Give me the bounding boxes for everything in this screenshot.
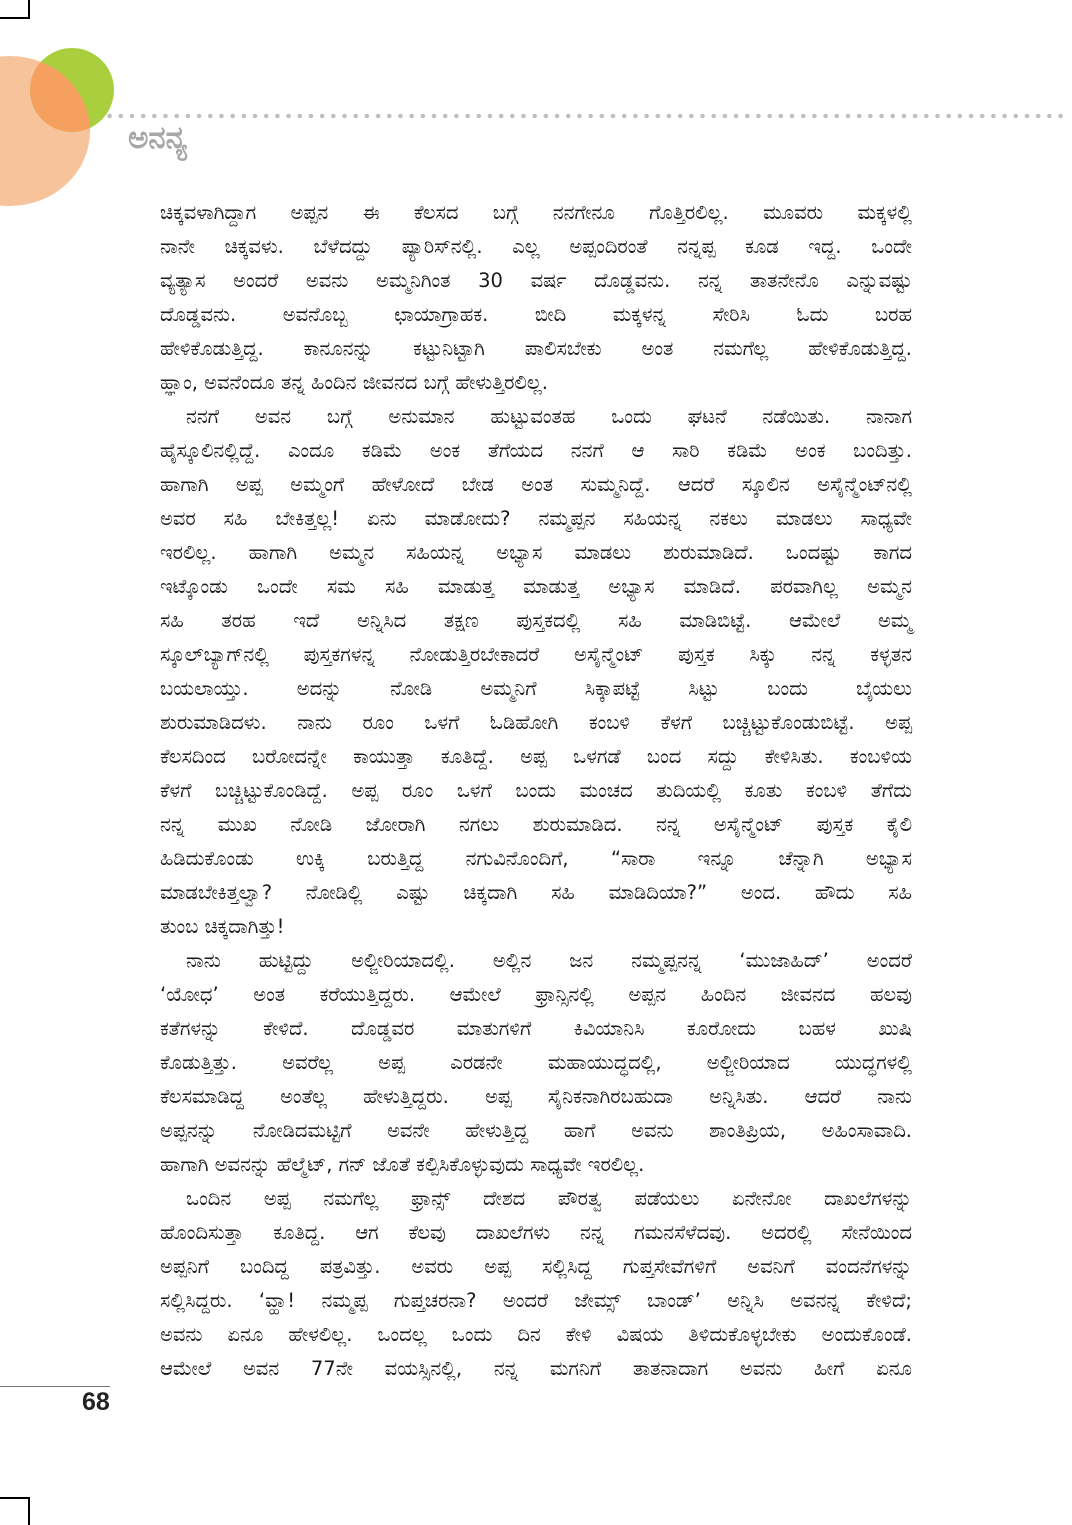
- text-line: ಸಹಿ ತರಹ ಇದೆ ಅನ್ನಿಸಿದ ತಕ್ಷಣ ಪುಸ್ತಕದಲ್ಲಿ ಸಹಿ ಮಾಡಿಬಿಟ್ಟೆ. ಆಮೇಲೆ ಅಮ್ಮ: [160, 609, 912, 632]
- text-line: ಅವನು ಏನೂ ಹೇಳಲಿಲ್ಲ. ಒಂದಲ್ಲ ಒಂದು ದಿನ ಕೇಳಿ ವಿಷಯ ತಿಳಿದುಕೊಳ್ಳಬೇಕು ಅಂದುಕೊಂಡೆ.: [160, 1323, 912, 1346]
- text-line: ಬಯಲಾಯ್ತು. ಅದನ್ನು ನೋಡಿ ಅಮ್ಮನಿಗೆ ಸಿಕ್ಕಾಪಟ್ಟೆ ಸಿಟ್ಟು ಬಂದು ಬೈಯಲು: [160, 677, 912, 700]
- text-line: ಹಿಡಿದುಕೊಂಡು ಉಕ್ಕಿ ಬರುತ್ತಿದ್ದ ನಗುವಿನೊಂದಿಗೆ, “ಸಾರಾ ಇನ್ನೂ ಚೆನ್ನಾಗಿ ಅಭ್ಯಾಸ: [160, 847, 912, 870]
- text-line: ಸಲ್ಲಿಸಿದ್ದರು. ‘ವ್ಹಾ! ನಮ್ಮಪ್ಪ ಗುಪ್ತಚರನಾ? ಅಂದರೆ ಜೇಮ್ಸ್ ಬಾಂಡ್’ ಅನ್ನಿಸಿ ಅವನನ್ನ ಕೇಳಿದೆ;: [160, 1289, 912, 1312]
- text-line: ಶುರುಮಾಡಿದಳು. ನಾನು ರೂಂ ಒಳಗೆ ಓಡಿಹೋಗಿ ಕಂಬಳಿ ಕೆಳಗೆ ಬಚ್ಚಿಟ್ಟುಕೊಂಡುಬಿಟ್ಟೆ. ಅಪ್ಪ: [160, 711, 912, 734]
- crop-mark-bottom-left: [0, 1497, 30, 1499]
- crop-mark-top-left: [0, 17, 30, 19]
- section-title: ಅನನ್ಯ: [128, 120, 188, 156]
- footer-rule: [0, 1386, 110, 1387]
- text-line: ಕೆಲಸದಿಂದ ಬರೋದನ್ನೇ ಕಾಯುತ್ತಾ ಕೂತಿದ್ದೆ. ಅಪ್ಪ ಒಳಗಡೆ ಬಂದ ಸದ್ದು ಕೇಳಿಸಿತು. ಕಂಬಳಿಯ: [160, 745, 912, 768]
- text-line: ನಾನು ಹುಟ್ಟಿದ್ದು ಅಲ್ಜೀರಿಯಾದಲ್ಲಿ. ಅಲ್ಲಿನ ಜನ ನಮ್ಮಪ್ಪನನ್ನ ‘ಮುಜಾಹಿದ್’ ಅಂದರೆ: [186, 949, 912, 972]
- text-line: ಮಾಡಬೇಕಿತ್ತಲ್ವಾ? ನೋಡಿಲ್ಲಿ ಎಷ್ಟು ಚಿಕ್ಕದಾಗಿ ಸಹಿ ಮಾಡಿದಿಯಾ?” ಅಂದ. ಹೌದು ಸಹಿ: [160, 881, 912, 904]
- text-line: ‘ಯೋಧ’ ಅಂತ ಕರೆಯುತ್ತಿದ್ದರು. ಆಮೇಲೆ ಫ್ರಾನ್ಸಿನಲ್ಲಿ ಅಪ್ಪನ ಹಿಂದಿನ ಜೀವನದ ಹಲವು: [160, 983, 912, 1006]
- text-line: ಹೈಸ್ಕೂಲಿನಲ್ಲಿದ್ದೆ. ಎಂದೂ ಕಡಿಮೆ ಅಂಕ ತೆಗೆಯದ ನನಗೆ ಆ ಸಾರಿ ಕಡಿಮೆ ಅಂಕ ಬಂದಿತ್ತು.: [160, 439, 912, 462]
- text-line: ಒಂದಿನ ಅಪ್ಪ ನಮಗೆಲ್ಲ ಫ್ರಾನ್ಸ್ ದೇಶದ ಪೌರತ್ವ ಪಡೆಯಲು ಏನೇನೋ ದಾಖಲೆಗಳನ್ನು: [186, 1187, 912, 1210]
- dotted-header-rule: [104, 112, 1064, 120]
- text-line: ವ್ಯತ್ಯಾಸ ಅಂದರೆ ಅವನು ಅಮ್ಮನಿಗಿಂತ 30 ವರ್ಷ ದೊಡ್ಡವನು. ನನ್ನ ತಾತನೇನೊ ಎನ್ನುವಷ್ಟು: [160, 269, 912, 292]
- text-line: ಕೆಲಸಮಾಡಿದ್ದ ಅಂತೆಲ್ಲ ಹೇಳುತ್ತಿದ್ದರು. ಅಪ್ಪ ಸೈನಿಕನಾಗಿರಬಹುದಾ ಅನ್ನಿಸಿತು. ಆದರೆ ನಾನು: [160, 1085, 912, 1108]
- text-line: ಹ್ಞಾಂ, ಅವನೆಂದೂ ತನ್ನ ಹಿಂದಿನ ಜೀವನದ ಬಗ್ಗೆ ಹೇಳುತ್ತಿರಲಿಲ್ಲ.: [160, 371, 548, 394]
- crop-mark-bottom-left: [28, 1497, 30, 1525]
- text-line: ಕತೆಗಳನ್ನು ಕೇಳಿದೆ. ದೊಡ್ಡವರ ಮಾತುಗಳಿಗೆ ಕಿವಿಯಾನಿಸಿ ಕೂರೋದು ಬಹಳ ಖುಷಿ: [160, 1017, 912, 1040]
- crop-mark-top-left: [28, 0, 30, 18]
- text-line: ಹಾಗಾಗಿ ಅವನನ್ನು ಹೆಲ್ಮೆಟ್, ಗನ್ ಜೊತೆ ಕಲ್ಪಿಸಿಕೊಳ್ಳುವುದು ಸಾಧ್ಯವೇ ಇರಲಿಲ್ಲ.: [160, 1153, 645, 1176]
- text-line: ಅಪ್ಪನಿಗೆ ಬಂದಿದ್ದ ಪತ್ರವಿತ್ತು. ಅವರು ಅಪ್ಪ ಸಲ್ಲಿಸಿದ್ದ ಗುಪ್ತಸೇವೆಗಳಿಗೆ ಅವನಿಗೆ ವಂದನೆಗಳನ್ನು: [160, 1255, 912, 1278]
- text-line: ಅಪ್ಪನನ್ನು ನೋಡಿದಮಟ್ಟಿಗೆ ಅವನೇ ಹೇಳುತ್ತಿದ್ದ ಹಾಗೆ ಅವನು ಶಾಂತಿಪ್ರಿಯ, ಅಹಿಂಸಾವಾದಿ.: [160, 1119, 912, 1142]
- page-number: 68: [82, 1388, 110, 1416]
- text-line: ತುಂಬ ಚಿಕ್ಕದಾಗಿತ್ತು!: [160, 915, 285, 938]
- text-line: ನಾನೇ ಚಿಕ್ಕವಳು. ಬೆಳೆದದ್ದು ಪ್ಯಾರಿಸ್‌ನಲ್ಲಿ. ಎಲ್ಲ ಅಪ್ಪಂದಿರಂತೆ ನನ್ನಪ್ಪ ಕೂಡ ಇದ್ದ. ಒಂದೇ: [160, 235, 912, 258]
- text-line: ಚಿಕ್ಕವಳಾಗಿದ್ದಾಗ ಅಪ್ಪನ ಈ ಕೆಲಸದ ಬಗ್ಗೆ ನನಗೇನೂ ಗೊತ್ತಿರಲಿಲ್ಲ. ಮೂವರು ಮಕ್ಕಳಲ್ಲಿ: [160, 201, 912, 224]
- text-line: ಹಾಗಾಗಿ ಅಪ್ಪ ಅಮ್ಮಂಗೆ ಹೇಳೋದೆ ಬೇಡ ಅಂತ ಸುಮ್ಮನಿದ್ದೆ. ಆದರೆ ಸ್ಕೂಲಿನ ಅಸೈನ್ಮೆಂಟ್‌ನಲ್ಲಿ: [160, 473, 912, 496]
- text-line: ಇಟ್ಕೊಂಡು ಒಂದೇ ಸಮ ಸಹಿ ಮಾಡುತ್ತ ಮಾಡುತ್ತ ಅಭ್ಯಾಸ ಮಾಡಿದೆ. ಪರವಾಗಿಲ್ಲ ಅಮ್ಮನ: [160, 575, 912, 598]
- text-line: ಕೊಡುತ್ತಿತ್ತು. ಅವರೆಲ್ಲ ಅಪ್ಪ ಎರಡನೇ ಮಹಾಯುದ್ಧದಲ್ಲಿ, ಅಲ್ಜೀರಿಯಾದ ಯುದ್ಧಗಳಲ್ಲಿ: [160, 1051, 912, 1074]
- text-line: ನನ್ನ ಮುಖ ನೋಡಿ ಜೋರಾಗಿ ನಗಲು ಶುರುಮಾಡಿದ. ನನ್ನ ಅಸೈನ್ಮೆಂಟ್ ಪುಸ್ತಕ ಕೈಲಿ: [160, 813, 912, 836]
- text-line: ಕೆಳಗೆ ಬಚ್ಚಿಟ್ಟುಕೊಂಡಿದ್ದೆ. ಅಪ್ಪ ರೂಂ ಒಳಗೆ ಬಂದು ಮಂಚದ ತುದಿಯಲ್ಲಿ ಕೂತು ಕಂಬಳಿ ತೆಗೆದು: [160, 779, 912, 802]
- text-line: ಹೇಳಿಕೊಡುತ್ತಿದ್ದ. ಕಾನೂನನ್ನು ಕಟ್ಟುನಿಟ್ಟಾಗಿ ಪಾಲಿಸಬೇಕು ಅಂತ ನಮಗೆಲ್ಲ ಹೇಳಿಕೊಡುತ್ತಿದ್ದ.: [160, 337, 912, 360]
- text-line: ದೊಡ್ಡವನು. ಅವನೊಬ್ಬ ಛಾಯಾಗ್ರಾಹಕ. ಬೀದಿ ಮಕ್ಕಳನ್ನ ಸೇರಿಸಿ ಓದು ಬರಹ: [160, 303, 912, 326]
- text-line: ನನಗೆ ಅವನ ಬಗ್ಗೆ ಅನುಮಾನ ಹುಟ್ಟುವಂತಹ ಒಂದು ಘಟನೆ ನಡೆಯಿತು. ನಾನಾಗ: [186, 405, 912, 428]
- text-line: ಆಮೇಲೆ ಅವನ 77ನೇ ವಯಸ್ಸಿನಲ್ಲಿ, ನನ್ನ ಮಗನಿಗೆ ತಾತನಾದಾಗ ಅವನು ಹೀಗೆ ಏನೂ: [160, 1357, 912, 1380]
- decorative-circle-overlap: [30, 48, 114, 132]
- text-line: ಹೊಂದಿಸುತ್ತಾ ಕೂತಿದ್ದ. ಆಗ ಕೆಲವು ದಾಖಲೆಗಳು ನನ್ನ ಗಮನಸೆಳೆದವು. ಅದರಲ್ಲಿ ಸೇನೆಯಿಂದ: [160, 1221, 912, 1244]
- text-line: ಇರಲಿಲ್ಲ. ಹಾಗಾಗಿ ಅಮ್ಮನ ಸಹಿಯನ್ನ ಅಭ್ಯಾಸ ಮಾಡಲು ಶುರುಮಾಡಿದೆ. ಒಂದಷ್ಟು ಕಾಗದ: [160, 541, 912, 564]
- text-line: ಅವರ ಸಹಿ ಬೇಕಿತ್ತಲ್ಲ! ಏನು ಮಾಡೋದು? ನಮ್ಮಪ್ಪನ ಸಹಿಯನ್ನ ನಕಲು ಮಾಡಲು ಸಾಧ್ಯವೇ: [160, 507, 912, 530]
- text-line: ಸ್ಕೂಲ್‌ಬ್ಯಾಗ್‌ನಲ್ಲಿ ಪುಸ್ತಕಗಳನ್ನ ನೋಡುತ್ತಿರಬೇಕಾದರೆ ಅಸೈನ್ಮೆಂಟ್ ಪುಸ್ತಕ ಸಿಕ್ಕು ನನ್ನ ಕಳ್ಳತನ: [160, 643, 912, 666]
- body-text: [160, 196, 912, 1386]
